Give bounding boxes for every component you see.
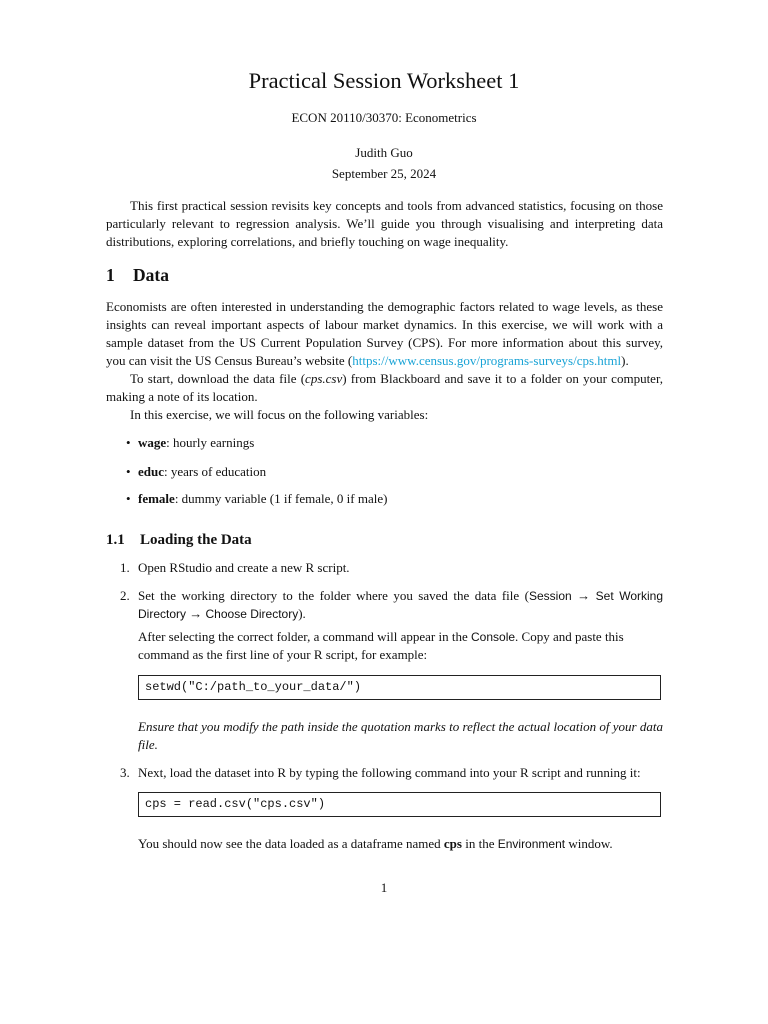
intro-paragraph (106, 197, 663, 251)
step-label: 3. (120, 765, 130, 780)
list-item (126, 434, 254, 452)
menu-session: Session (528, 589, 572, 603)
variable-desc: : hourly earnings (166, 435, 255, 450)
step-text: Open RStudio and create a new R script. (138, 560, 350, 575)
console-label: Console (471, 630, 516, 644)
step3-followup (138, 835, 663, 853)
paragraph-text: Economists are often interested in understanding the demographic factors related to wage levels, as these insights can reveal important aspects of labour market dynamics. In this exercise, we will work with a sample dataset from the US Current Population Survey (CPS). For more information about this survey, you can visit the US Census Bureau’s website ( (106, 299, 663, 368)
subsection-heading-loading (106, 532, 252, 549)
data-filename: cps.csv (305, 371, 343, 386)
paragraph-text: After selecting the correct folder, a command will appear in the (138, 629, 472, 644)
page-number: 1 (380, 880, 388, 895)
path-note: Ensure that you modify the path inside the quotation marks to reflect the actual location of your data file. (138, 719, 663, 752)
variable-desc: : years of education (164, 464, 267, 479)
document-title: Practical Session Worksheet 1 (248, 68, 520, 93)
section-heading-data (106, 265, 169, 286)
paragraph-text: . Copy and paste this command as the first line of your R script, for example: (138, 629, 624, 662)
menu-set-working-directory: Set Working Directory (138, 589, 664, 621)
list-item (126, 490, 387, 508)
paragraph-text: in the (461, 836, 498, 851)
variable-desc: : dummy variable (1 if female, 0 if male) (174, 491, 388, 506)
cps-link[interactable]: https://www.census.gov/programs-surveys/cps.html (352, 353, 622, 368)
variable-name: educ (138, 464, 164, 479)
section-number: 1 (106, 265, 115, 285)
variable-name: female (138, 491, 175, 506)
paragraph-text: window. (565, 836, 613, 851)
intro-text: This first practical session revisits key concepts and tools from advanced statistics, focusing on those particularly relevant to regression analysis. We’ll guide you through visualising and interpreting data distributions, exploring correlations, and briefly touching on wage inequality. (106, 198, 663, 249)
paragraph-text: ) from Blackboard and save it to a folder on your computer, making a note of its location. (106, 371, 664, 404)
paragraph-text: You should now see the data loaded as a dataframe named (138, 836, 444, 851)
bullet-icon: • (126, 435, 131, 450)
bullet-icon: • (126, 491, 131, 506)
paragraph-text: To start, download the data file ( (130, 371, 306, 386)
course-name: ECON 20110/30370: Econometrics (291, 110, 477, 125)
section1-body (106, 298, 663, 424)
environment-label: Environment (497, 837, 566, 851)
step-text (138, 587, 663, 623)
arrow-icon: → (577, 588, 591, 603)
arrow-icon: → (189, 606, 203, 621)
document-date: September 25, 2024 (331, 166, 437, 181)
data-intro-paragraph (106, 298, 663, 370)
step-text-part: ). (298, 606, 306, 621)
step-label: 1. (120, 560, 130, 575)
step-text: Next, load the dataset into R by typing the following command into your R script and running it: (138, 765, 641, 780)
subsection-number: 1.1 (106, 532, 125, 548)
variable-name: wage (138, 435, 167, 450)
author-name: Judith Guo (355, 145, 413, 160)
list-item (126, 463, 266, 481)
step2-followup (138, 628, 663, 664)
step-label: 2. (120, 588, 130, 603)
section-title: Data (133, 265, 169, 285)
dataframe-name: cps (443, 836, 462, 851)
code-block-setwd: setwd("C:/path_to_your_data/") (138, 675, 661, 700)
menu-choose-directory: Choose Directory (205, 607, 299, 621)
bullet-icon: • (126, 464, 131, 479)
subsection-title: Loading the Data (140, 532, 252, 548)
code-block-read-csv: cps = read.csv("cps.csv") (138, 792, 661, 817)
paragraph-text: ). (621, 353, 629, 368)
variables-intro: In this exercise, we will focus on the following variables: (130, 407, 429, 422)
download-paragraph (106, 370, 663, 406)
step-text-part: Set the working directory to the folder where you saved the data file ( (138, 588, 529, 603)
